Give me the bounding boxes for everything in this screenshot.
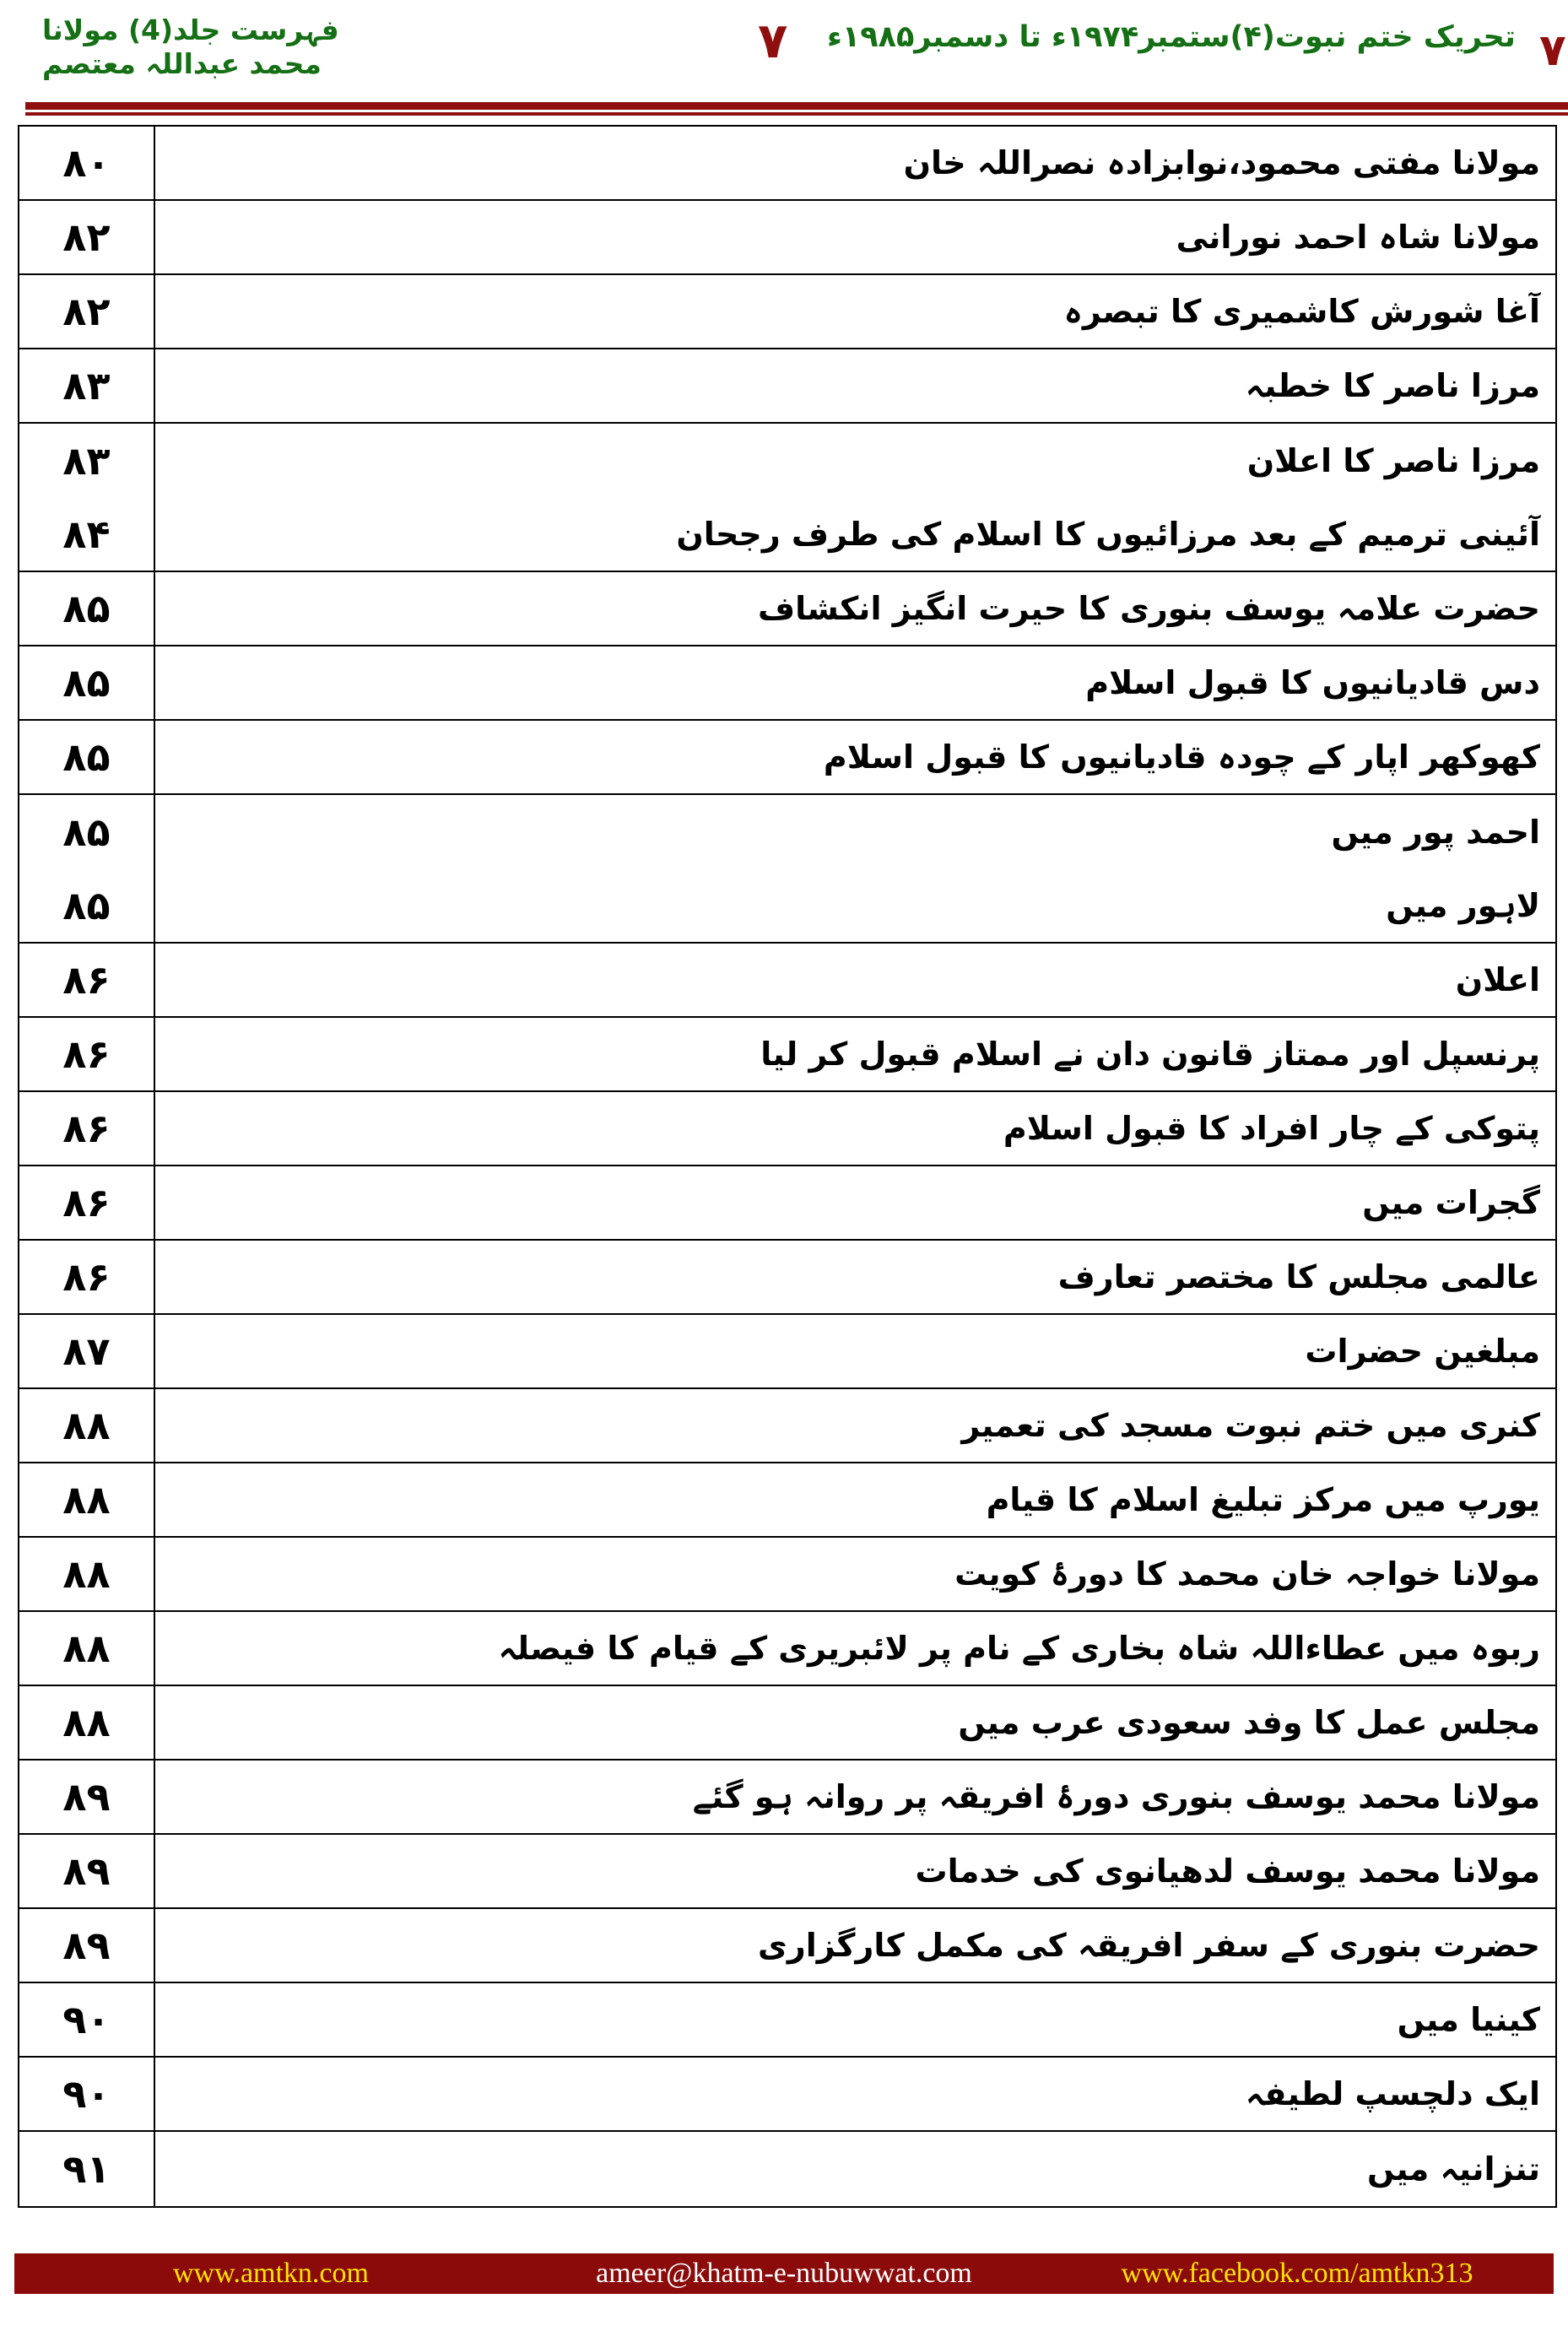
table-row (19, 424, 1555, 498)
toc-title: تنزانیہ میں (1367, 2150, 1540, 2188)
table-row (19, 1166, 1555, 1241)
toc-page-number: ۹۰ (19, 1983, 155, 2056)
table-row (19, 1909, 1555, 1983)
table-row (19, 1761, 1555, 1835)
toc-page-number: ۸۵ (19, 721, 155, 793)
toc-page-number: ۸۹ (19, 1909, 155, 1982)
header-volume-author: فہرست جلد(4) مولانا محمد عبداللہ معتصم (42, 14, 339, 80)
table-row (19, 869, 1555, 944)
toc-page-number: ۸۹ (19, 1761, 155, 1833)
table-row (19, 646, 1555, 721)
footer-website-link[interactable]: www.amtkn.com (173, 2258, 369, 2289)
toc-page-number: ۸۵ (19, 646, 155, 719)
page-number: ۷ (758, 12, 788, 69)
table-row (19, 1686, 1555, 1761)
toc-page-number: ۸۴ (19, 498, 155, 571)
toc-title: مولانا محمد یوسف بنوری دورۂ افریقہ پر روانہ ہو گئے (692, 1778, 1540, 1815)
toc-title: مولانا خواجہ خان محمد کا دورۂ کویت (954, 1555, 1540, 1593)
table-row (19, 1983, 1555, 2058)
table-row (19, 1389, 1555, 1463)
toc-title: گجرات میں (1362, 1184, 1540, 1221)
toc-page-number: ۸۷ (19, 1315, 155, 1387)
table-row (19, 2132, 1555, 2206)
table-row (19, 944, 1555, 1018)
toc-title: مبلغین حضرات (1305, 1333, 1540, 1370)
table-row (19, 2058, 1555, 2132)
toc-title: یورپ میں مرکز تبلیغ اسلام کا قیام (986, 1481, 1540, 1518)
toc-title: کنری میں ختم نبوت مسجد کی تعمیر (961, 1407, 1540, 1444)
toc-page-number: ۸۸ (19, 1686, 155, 1759)
toc-page-number: ۸۶ (19, 944, 155, 1016)
table-row (19, 572, 1555, 646)
toc-title: احمد پور میں (1331, 814, 1540, 851)
toc-page-number: ۸۵ (19, 572, 155, 645)
toc-title: عالمی مجلس کا مختصر تعارف (1057, 1258, 1540, 1295)
toc-title: کینیا میں (1397, 2001, 1540, 2038)
toc-page-number: ۸۲ (19, 275, 155, 348)
toc-table (18, 125, 1557, 2208)
toc-page-number: ۹۰ (19, 2058, 155, 2130)
toc-page-number: ۸۶ (19, 1092, 155, 1165)
toc-page-number: ۹۱ (19, 2132, 155, 2206)
table-row (19, 127, 1555, 201)
edge-page-mark: ۷ (1539, 25, 1566, 76)
header-book-title: تحریک ختم نبوت(۴)ستمبر۱۹۷۴ء تا دسمبر۱۹۸۵ء (827, 20, 1516, 54)
footer-bar (14, 2253, 1554, 2294)
table-row (19, 1463, 1555, 1538)
toc-title: پتوکی کے چار افراد کا قبول اسلام (1003, 1110, 1540, 1147)
table-row (19, 1018, 1555, 1092)
toc-title: آئینی ترمیم کے بعد مرزائیوں کا اسلام کی طرف رجحان (676, 516, 1540, 553)
toc-title: ایک دلچسپ لطیفہ (1245, 2075, 1540, 2112)
header-rule-thick (25, 102, 1568, 110)
toc-title: ربوہ میں عطاءاللہ شاہ بخاری کے نام پر لائبریری کے قیام کا فیصلہ (498, 1630, 1540, 1667)
footer-email-link[interactable]: ameer@khatm-e-nubuwwat.com (596, 2258, 972, 2289)
toc-page-number: ۸۰ (19, 127, 155, 199)
toc-title: مرزا ناصر کا خطبہ (1245, 367, 1540, 404)
toc-title: حضرت بنوری کے سفر افریقہ کی مکمل کارگزاری (758, 1927, 1540, 1964)
table-row (19, 1538, 1555, 1612)
toc-page-number: ۸۶ (19, 1241, 155, 1313)
toc-page-number: ۸۶ (19, 1166, 155, 1239)
toc-title: دس قادیانیوں کا قبول اسلام (1085, 664, 1540, 701)
toc-page-number: ۸۲ (19, 201, 155, 273)
toc-page-number: ۸۸ (19, 1463, 155, 1536)
toc-page-number: ۸۶ (19, 1018, 155, 1090)
toc-page-number: ۸۵ (19, 869, 155, 942)
table-row (19, 349, 1555, 424)
table-row (19, 1315, 1555, 1389)
table-row (19, 201, 1555, 275)
header-rule-thin (25, 112, 1568, 116)
toc-page-number: ۸۵ (19, 795, 155, 869)
toc-title: مولانا شاہ احمد نورانی (1176, 219, 1540, 256)
table-row (19, 1092, 1555, 1166)
table-row (19, 721, 1555, 795)
toc-title: لاہور میں (1386, 887, 1540, 924)
table-row (19, 275, 1555, 349)
table-row (19, 795, 1555, 869)
toc-title: کھوکھر اپار کے چودہ قادیانیوں کا قبول اسلام (823, 738, 1540, 776)
table-row (19, 1835, 1555, 1909)
toc-title: مولانا محمد یوسف لدھیانوی کی خدمات (915, 1853, 1540, 1890)
toc-page-number: ۸۸ (19, 1538, 155, 1610)
toc-page-number: ۸۹ (19, 1835, 155, 1907)
footer-facebook-link[interactable]: www.facebook.com/amtkn313 (1121, 2258, 1473, 2289)
toc-title: مولانا مفتی محمود،نوابزادہ نصراللہ خان (903, 144, 1540, 181)
toc-title: مرزا ناصر کا اعلان (1246, 442, 1540, 479)
toc-title: اعلان (1455, 961, 1540, 998)
toc-title: پرنسپل اور ممتاز قانون دان نے اسلام قبول کر لیا (760, 1036, 1540, 1073)
toc-title: حضرت علامہ یوسف بنوری کا حیرت انگیز انکشاف (758, 590, 1540, 627)
toc-page-number: ۸۳ (19, 424, 155, 498)
toc-page-number: ۸۸ (19, 1612, 155, 1685)
table-row (19, 498, 1555, 572)
toc-page-number: ۸۸ (19, 1389, 155, 1462)
table-row (19, 1241, 1555, 1315)
table-row (19, 1612, 1555, 1686)
toc-title: مجلس عمل کا وفد سعودی عرب میں (958, 1704, 1540, 1741)
toc-title: آغا شورش کاشمیری کا تبصرہ (1063, 293, 1540, 330)
toc-page-number: ۸۳ (19, 349, 155, 422)
